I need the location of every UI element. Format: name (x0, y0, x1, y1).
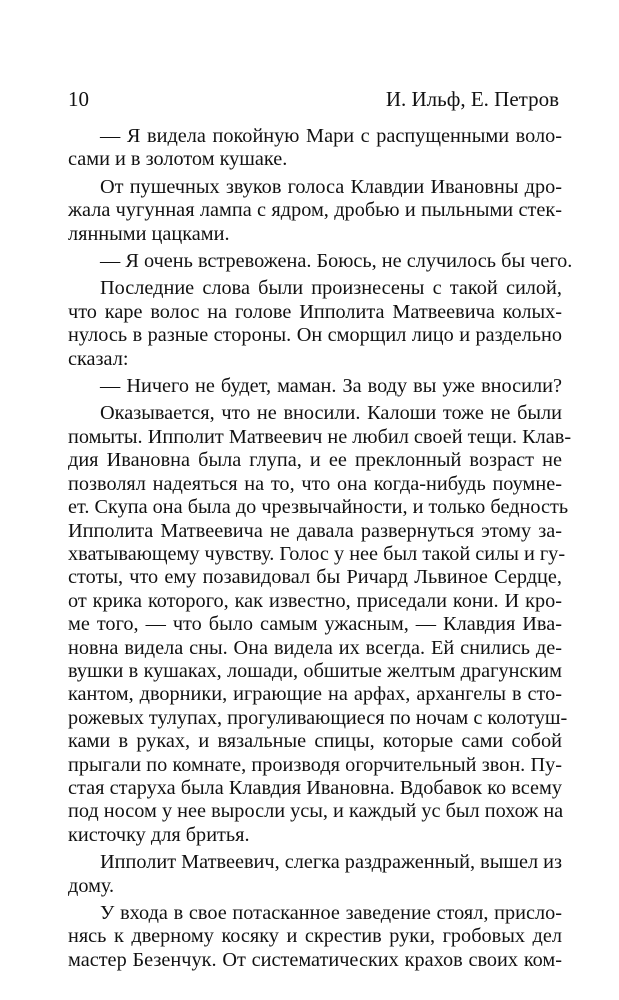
text-line: — Ничего не будет, маман. За воду вы уже вносили? (100, 375, 562, 398)
text-line: хватывающему чувству. Голос у нее был такой силы и гу- (68, 542, 566, 565)
text-line: кисточку для бритья. (68, 823, 250, 846)
text-line: вушки в кушаках, лошади, обшитые желтым драгунским (68, 659, 562, 682)
text-line: От пушечных звуков голоса Клавдии Ивановны дро- (100, 175, 562, 198)
text-line: кантом, дворники, играющие на арфах, архангелы в сто- (68, 683, 562, 706)
text-line: нулось в разные стороны. Он сморщил лицо и раздельно (68, 324, 562, 347)
text-line: дому. (68, 874, 115, 897)
text-line: стая старуха была Клавдия Ивановна. Вдобавок ко всему (68, 776, 562, 799)
body-text (68, 125, 573, 972)
text-line: лянными цацками. (68, 222, 230, 245)
text-line: позволял надеяться на то, что она когда-нибудь поумне- (68, 472, 562, 495)
text-line: Последние слова были произнесены с такой силой, (100, 277, 562, 300)
text-line: от крика которого, как известно, приседали кони. И кро- (68, 589, 562, 612)
text-line: У входа в свое потасканное заведение стоял, присло- (100, 902, 562, 924)
running-title: И. Ильф, Е. Петров (385, 87, 559, 111)
text-line: под носом у нее выросли усы, и каждый ус был похож на (68, 800, 564, 823)
text-line: ме того, — что было самым ужасным, — Клавдия Ива- (68, 613, 562, 636)
text-line: помыты. Ипполит Матвеевич не любил своей тещи. Клав- (68, 425, 572, 448)
page-header (68, 87, 559, 117)
text-line: сказал: (68, 347, 129, 370)
text-line: — Я видела покойную Мари с распущенными воло- (100, 125, 562, 147)
text-line: стоты, что ему позавидовал бы Ричард Львиное Сердце, (68, 566, 562, 589)
text-line: Ипполит Матвеевич, слегка раздраженный, вышел из (100, 851, 563, 874)
page-number: 10 (68, 87, 89, 111)
text-line: ет. Скупа она была до чрезвычайности, и только бедность (68, 496, 569, 519)
text-line: Оказывается, что не вносили. Калоши тоже не были (100, 402, 562, 425)
text-line: прыгали по комнате, производя огорчительный звон. Пу- (68, 753, 562, 776)
text-line: мастер Безенчук. От систематических крахов своих ком- (68, 948, 562, 971)
text-line: сами и в золотом кушаке. (68, 148, 288, 171)
text-line: дия Ивановна была глупа, и ее преклонный возраст не (68, 449, 562, 472)
text-line: Ипполита Матвеевича не давала развернуться этому за- (68, 519, 562, 542)
text-line: — Я очень встревожена. Боюсь, не случилось бы чего. (100, 250, 573, 273)
text-line: ками в руках, и вязальные спицы, которые сами собой (68, 730, 562, 753)
text-line: рожевых тулупах, прогуливающиеся по ночам с колотуш- (68, 706, 568, 729)
text-line: нясь к дверному косяку и скрестив руки, гробовых дел (68, 925, 562, 948)
text-line: что каре волос на голове Ипполита Матвеевича колых- (68, 300, 562, 323)
text-line: жала чугунная лампа с ядром, дробью и пыльными стек- (68, 199, 562, 222)
text-line: новна видела сны. Она видела их всегда. Ей снились де- (68, 636, 562, 659)
